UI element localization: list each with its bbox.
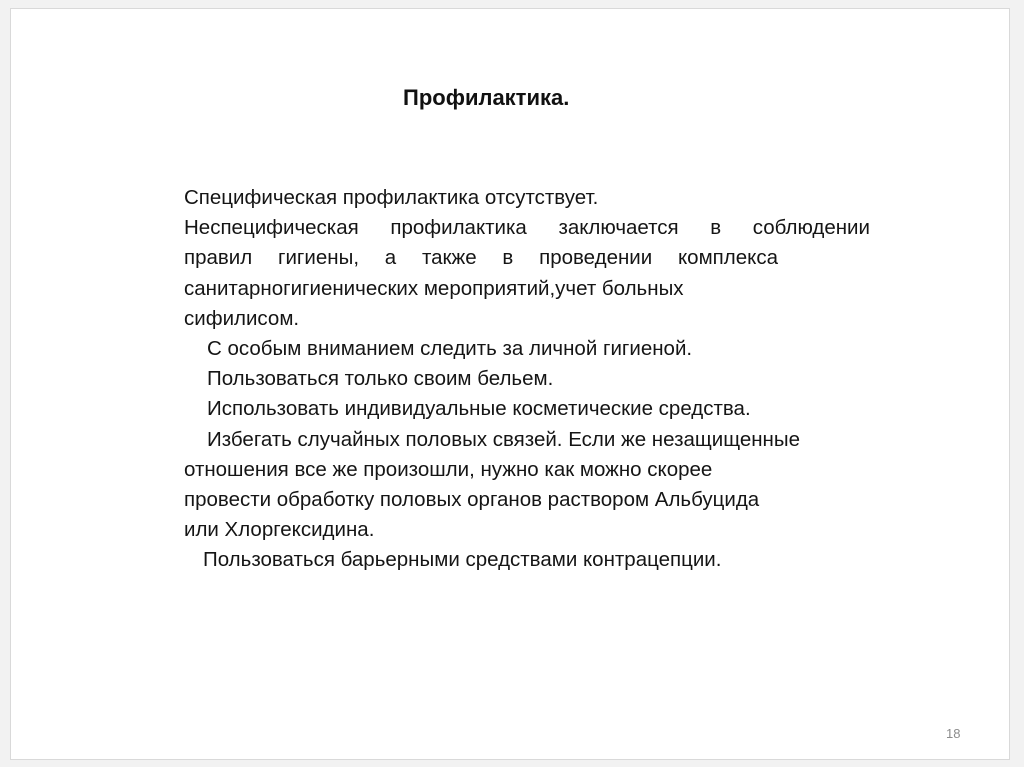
word: заключается (558, 216, 679, 240)
word: также (421, 246, 477, 270)
slide (10, 8, 1010, 760)
word: гигиены, (278, 246, 360, 270)
text-line-3 (184, 243, 778, 273)
word: а (384, 246, 397, 270)
text-line-13: Пользоваться барьерными средствами контрацепции. (203, 548, 722, 572)
text-line-6: С особым вниманием следить за личной гигиеной. (207, 336, 693, 360)
text-line-7: Пользоваться только своим бельем. (207, 367, 554, 391)
text-line-2 (184, 213, 870, 243)
word: в (502, 246, 514, 270)
page-number: 18 (946, 726, 961, 741)
slide-body-text (184, 183, 894, 575)
text-line-12: или Хлоргексидина. (184, 518, 375, 542)
text-line-9: Избегать случайных половых связей. Если же незащищенные (207, 427, 801, 451)
text-line-11: провести обработку половых органов раствором Альбуцида (184, 487, 760, 511)
text-line-8: Использовать индивидуальные косметические средства. (207, 397, 751, 421)
text-line-1: Специфическая профилактика отсутствует. (184, 186, 599, 209)
slide-title: Профилактика. (403, 85, 570, 110)
text-line-4: санитарногигиенических мероприятий,учет больных (184, 276, 684, 300)
word: в (710, 216, 722, 240)
word: комплекса (677, 246, 778, 270)
word: проведении (539, 246, 653, 270)
word: соблюдении (752, 216, 870, 240)
word: профилактика (390, 216, 527, 240)
text-line-5: сифилисом. (184, 306, 300, 330)
word: правил (184, 246, 253, 270)
text-line-10: отношения все же произошли, нужно как можно скорее (184, 457, 713, 481)
word: Неспецифическая (184, 216, 359, 240)
